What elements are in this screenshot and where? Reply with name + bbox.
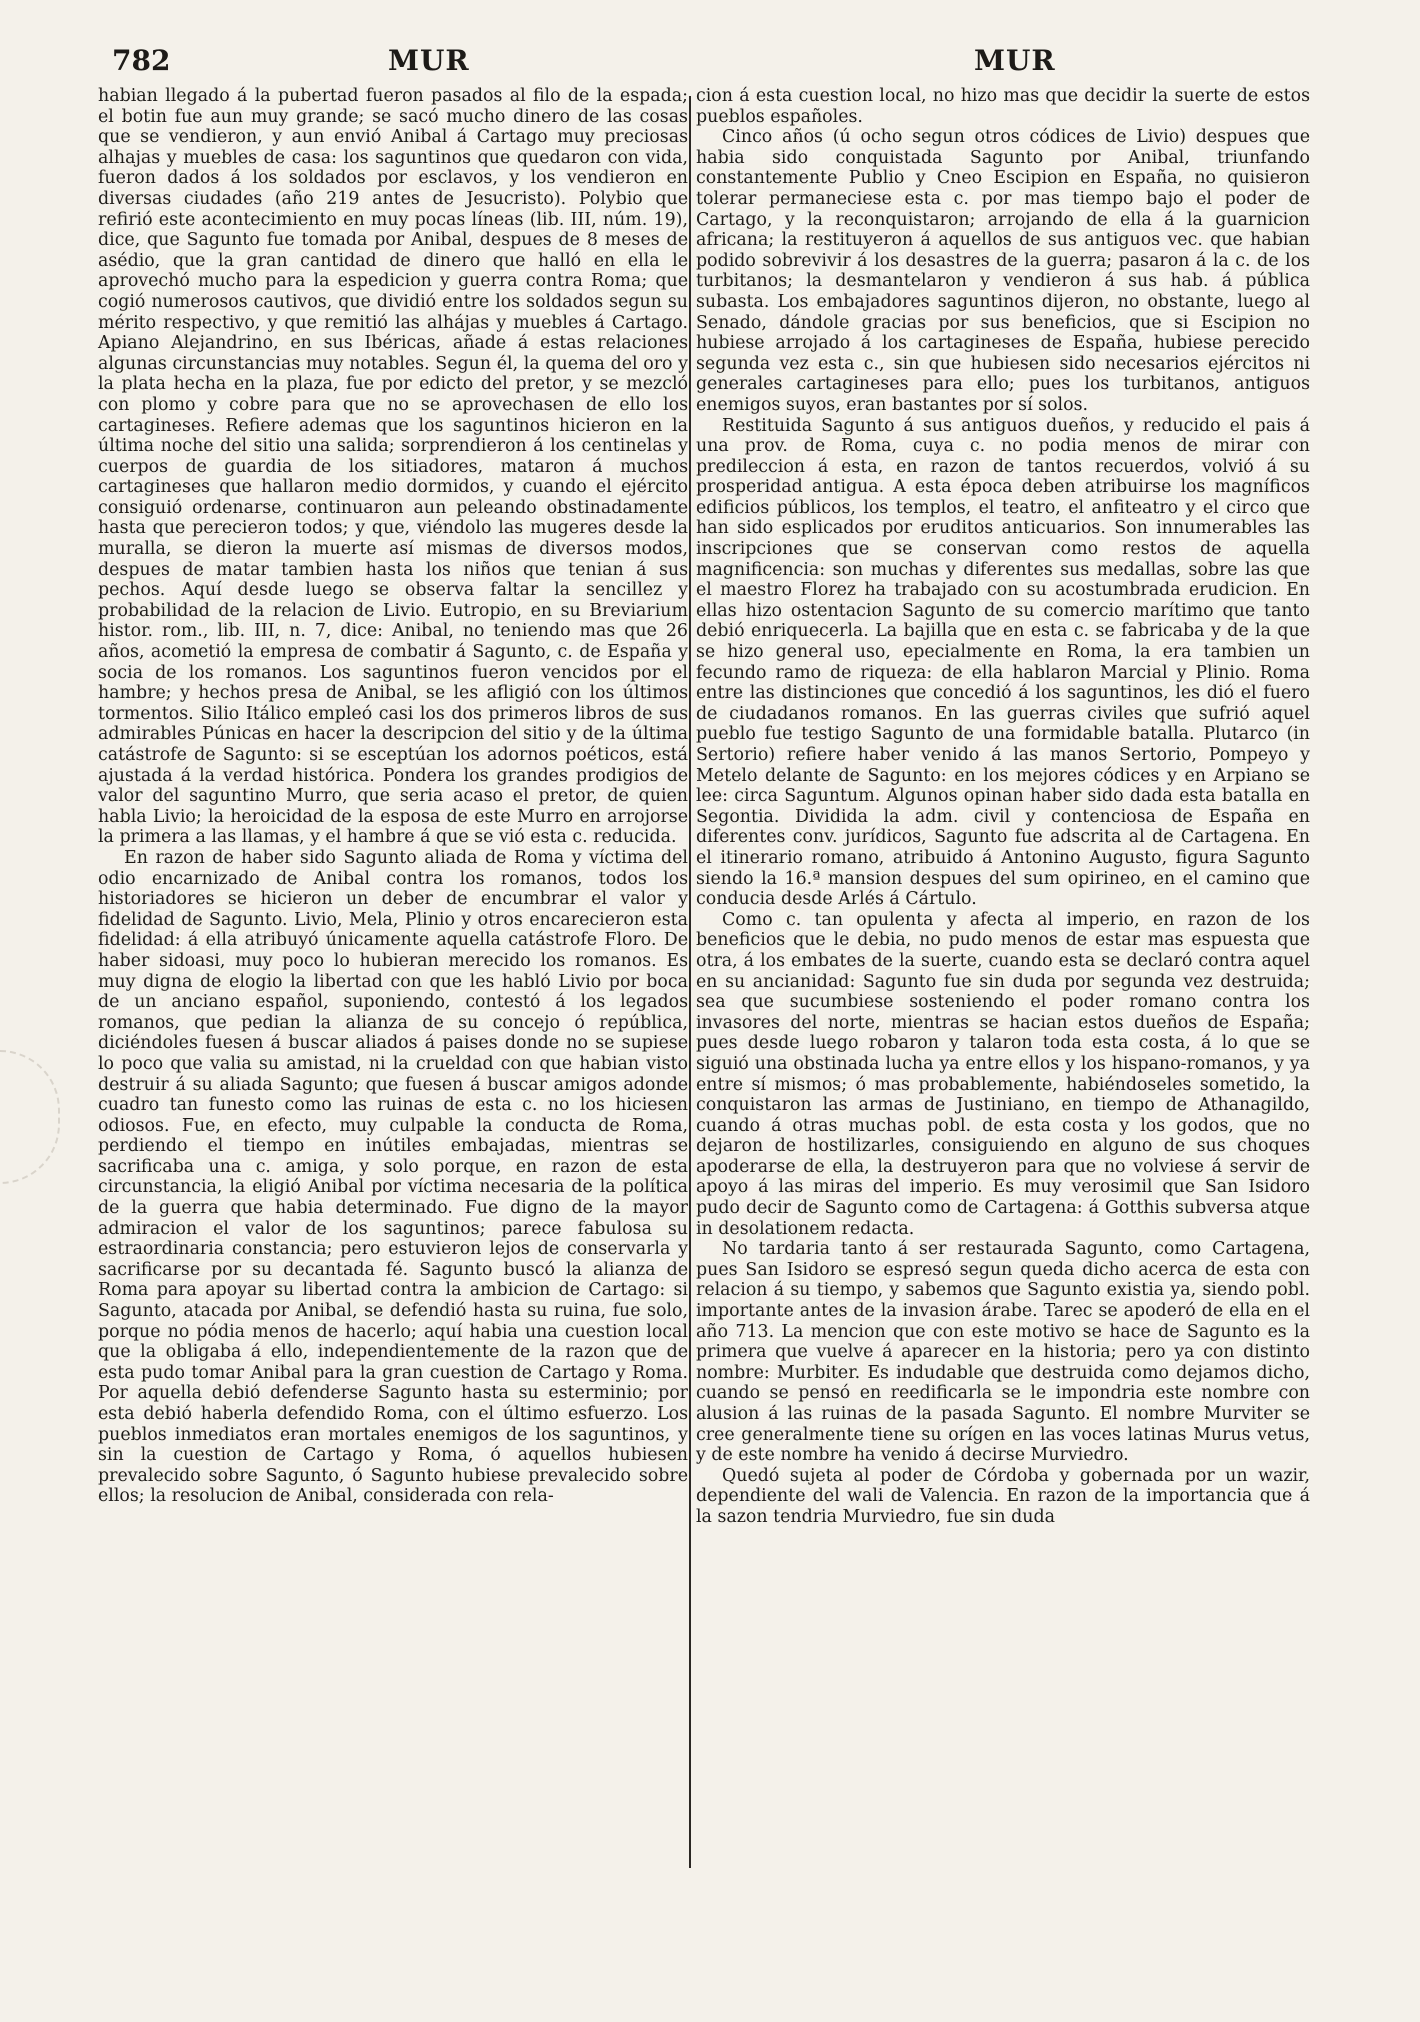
left-column: [98, 86, 688, 1507]
paragraph: No tardaria tanto á ser restaurada Sagunto, como Cartagena, pues San Isidoro se espresó segun queda dicho acerca de esta con relacion á su tiempo, y sabemos que Sagunto existia ya, siendo pobl. importante antes de la invasion árabe. Tarec se apoderó de ella en el año 713. La mencion que con este motivo se hace de Sagunto es la primera que vuelve á aparecer en la historia; pero ya con distinto nombre: Murbiter. Es indudable que destruida como dejamos dicho, cuando se pensó en reedificarla se le impondria este nombre con alusion á las ruinas de la pasada Sagunto. El nombre Murviter se cree generalmente tiene su orígen en las voces latinas Murus vetus, y de este nombre ha venido á decirse Murviedro.: [696, 1239, 1310, 1466]
library-stamp: [0, 1050, 60, 1184]
running-keyword-left: MUR: [388, 44, 470, 77]
paragraph: En razon de haber sido Sagunto aliada de Roma y víctima del odio encarnizado de Anibal contra los romanos, todos los historiadores se hicieron un deber de encumbrar el valor y fidelidad de Sagunto. Livio, Mela, Plinio y otros encarecieron esta fidelidad: á ella atribuyó únicamente aquella catástrofe Floro. De haber sidoasi, muy poco lo hubieran merecido los romanos. Es muy digna de elogio la libertad con que les habló Livio por boca de un anciano español, suponiendo, contestó á los legados romanos, que pedian la alianza de su concejo ó república, diciéndoles fuesen á buscar aliados á paises donde no se supiese lo poco que valia su amistad, ni la crueldad con que habian visto destruir á su aliada Sagunto; que fuesen á buscar amigos adonde cuadro tan funesto como las ruinas de esta c. no los hiciesen odiosos. Fue, en efecto, muy culpable la conducta de Roma, perdiendo el tiempo en inútiles embajadas, mientras se sacrificaba una c. amiga, y solo porque, en razon de esta circunstancia, la eligió Anibal por víctima necesaria de la política de la guerra que habia determinado. Fue digno de la mayor admiracion el valor de los saguntinos; parece fabulosa su estraordinaria constancia; pero estuvieron lejos de conservarla y sacrificarse por su decantada fé. Sagunto buscó la alianza de Roma para apoyar su libertad contra la ambicion de Cartago: si Sagunto, atacada por Anibal, se defendió hasta su ruina, fue solo, porque no pódia menos de hacerlo; aquí habia una cuestion local que la obligaba á ello, independientemente de la razon que de esta pudo tomar Anibal para la gran cuestion de Cartago y Roma. Por aquella debió defenderse Sagunto hasta su esterminio; por esta debió haberla defendido Roma, con el último esfuerzo. Los pueblos inmediatos eran mortales enemigos de los saguntinos, y sin la cuestion de Cartago y Roma, ó aquellos hubiesen prevalecido sobre Sagunto, ó Sagunto hubiese prevalecido sobre ellos; la resolucion de Anibal, considerada con rela-: [98, 847, 688, 1507]
column-rule: [689, 96, 691, 1868]
running-head: [0, 44, 1420, 84]
right-column: [696, 86, 1310, 1528]
running-keyword-right: MUR: [974, 44, 1056, 77]
paragraph: Cinco años (ú ocho segun otros códices de Livio) despues que habia sido conquistada Sagunto por Anibal, triunfando constantemente Publio y Cneo Escipion en España, no quisieron tolerar permaneciese esta c. por mas tiempo bajo el poder de Cartago, y la reconquistaron; arrojando de ella á la guarnicion africana; la restituyeron á aquellos de sus antiguos vec. que habian podido sobrevivir á los desastres de la guerra; pasaron á la c. de los turbitanos; la desmantelaron y vendieron á sus hab. á pública subasta. Los embajadores saguntinos dijeron, no obstante, luego al Senado, dándole gracias por sus beneficios, que si Escipion no hubiese arrojado á los cartagineses de España, hubiese perecido segunda vez esta c., sin que hubiesen sido necesarios ejércitos ni generales cartagineses para ello; pues los turbitanos, antiguos enemigos suyos, eran bastantes por sí solos.: [696, 127, 1310, 415]
page-number: 782: [112, 44, 171, 77]
paragraph: habian llegado á la pubertad fueron pasados al filo de la espada; el botin fue aun muy grande; se sacó mucho dinero de las cosas que se vendieron, y aun envió Anibal á Cartago muy preciosas alhajas y muebles de casa: los saguntinos que quedaron con vida, fueron dados á los soldados por esclavos, y los vendieron en diversas ciudades (año 219 antes de Jesucristo). Polybio que refirió este acontecimiento en muy pocas líneas (lib. III, núm. 19), dice, que Sagunto fue tomada por Anibal, despues de 8 meses de asédio, que la gran cantidad de dinero que halló en ella le aprovechó mucho para la espedicion y guerra contra Roma; que cogió numerosos cautivos, que dividió entre los soldados segun su mérito respectivo, y que remitió las alhájas y muebles á Cartago. Apiano Alejandrino, en sus Ibéricas, añade á estas relaciones algunas circunstancias muy notables. Segun él, la quema del oro y la plata hecha en la plaza, fue por edicto del pretor, y se mezcló con plomo y cobre para que no se aprovechasen de ello los cartagineses. Refiere ademas que los saguntinos hicieron en la última noche del sitio una salida; sorprendieron á los centinelas y cuerpos de guardia de los sitiadores, mataron á muchos cartagineses que hallaron medio dormidos, y cuando el ejército consiguió ordenarse, continuaron aun peleando obstinadamente hasta que perecieron todos; y que, viéndolo las mugeres desde la muralla, se dieron la muerte así mismas de diversos modos, despues de matar tambien hasta los niños que tenian á sus pechos. Aquí desde luego se observa faltar la sencillez y probabilidad de la relacion de Livio. Eutropio, en su Breviarium histor. rom., lib. III, n. 7, dice: Anibal, no teniendo mas que 26 años, acometió la empresa de combatir á Sagunto, c. de España y socia de los romanos. Los saguntinos fueron vencidos por el hambre; y hechos presa de Anibal, se les afligió con los últimos tormentos. Silio Itálico empleó casi los dos primeros libros de sus admirables Púnicas en hacer la descripcion del sitio y de la última catástrofe de Sagunto: si se esceptúan los adornos poéticos, está ajustada á la verdad histórica. Pondera los grandes prodigios de valor del saguntino Murro, que seria acaso el pretor, de quien habla Livio; la heroicidad de la esposa de este Murro en arrojorse la primera a las llamas, y el hambre á que se vió esta c. reducida.: [98, 86, 688, 848]
paragraph: Restituida Sagunto á sus antiguos dueños, y reducido el pais á una prov. de Roma, cuya c. no podia menos de mirar con predileccion á esta, en razon de tantos recuerdos, volvió á su prosperidad antigua. A esta época deben atribuirse los magníficos edificios públicos, los templos, el teatro, el anfiteatro y el circo que han sido esplicados por eruditos anticuarios. Son innumerables las inscripciones que se conservan como restos de aquella magnificencia: son muchas y diferentes sus medallas, sobre las que el maestro Florez ha trabajado con su acostumbrada erudicion. En ellas hizo ostentacion Sagunto de su comercio marítimo que tanto debió enriquecerla. La bajilla que en esta c. se fabricaba y de la que se hizo general uso, epecialmente en Roma, la era tambien un fecundo ramo de riqueza: de ella hablaron Marcial y Plinio. Roma entre las distinciones que concedió á los saguntinos, les dió el fuero de ciudadanos romanos. En las guerras civiles que sufrió aquel pueblo fue testigo Sagunto de una formidable batalla. Plutarco (in Sertorio) refiere haber venido á las manos Sertorio, Pompeyo y Metelo delante de Sagunto: en los mejores códices y en Arpiano se lee: circa Saguntum. Algunos opinan haber sido dada esta batalla en Segontia. Dividida la adm. civil y contenciosa de España en diferentes conv. jurídicos, Sagunto fue adscrita al de Cartagena. En el itinerario romano, atribuido á Antonino Augusto, figura Sagunto siendo la 16.ª mansion despues del sum opirineo, en el camino que conducia desde Arlés á Cártulo.: [696, 415, 1310, 910]
paragraph: cion á esta cuestion local, no hizo mas que decidir la suerte de estos pueblos españoles.: [696, 86, 1310, 127]
paragraph: Quedó sujeta al poder de Córdoba y gobernada por un wazir, dependiente del wali de Valencia. En razon de la importancia que á la sazon tendria Murviedro, fue sin duda: [696, 1465, 1310, 1527]
paragraph: Como c. tan opulenta y afecta al imperio, en razon de los beneficios que le debia, no pudo menos de estar mas espuesta que otra, á los embates de la suerte, cuando esta se declaró contra aquel en su ancianidad: Sagunto fue sin duda por segunda vez destruida; sea que sucumbiese sosteniendo el poder romano contra los invasores del norte, mientras se hacian estos dueños de España; pues desde luego robaron y talaron toda esta costa, á lo que se siguió una obstinada lucha ya entre ellos y los hispano-romanos, y ya entre sí mismos; ó mas probablemente, habiéndoseles sometido, la conquistaron las armas de Justiniano, en tiempo de Athanagildo, cuando á otras muchas pobl. de esta costa y los godos, que no dejaron de hostilizarles, consiguiendo en alguno de sus choques apoderarse de ella, la destruyeron para que no volviese á servir de apoyo á las miras del imperio. Es muy verosimil que San Isidoro pudo decir de Sagunto como de Cartagena: á Gotthis subversa atque in desolationem redacta.: [696, 909, 1310, 1239]
